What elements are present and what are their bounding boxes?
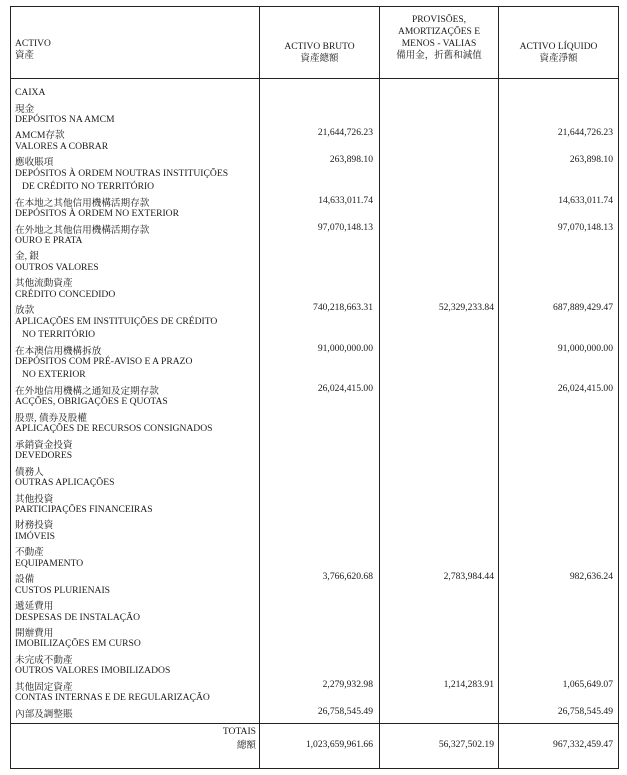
row-label: 股票, 債券及股權 (15, 412, 87, 424)
row-value-bruto: 91,000,000.00 (317, 342, 373, 354)
row-label: 內部及調整賬 (15, 708, 73, 720)
totals-bruto: 1,023,659,961.66 (305, 739, 373, 750)
row-value-liquido: 263,898.10 (569, 154, 613, 166)
row-label: 在本澳信用機構拆放 (15, 345, 102, 357)
header-provisoes-zh: 備用金，折舊和減值 (396, 51, 482, 61)
row-value-provisoes: 2,783,984.44 (443, 571, 494, 583)
row-label: 其他投資 (15, 493, 54, 505)
totals-liquido: 967,332,459.47 (553, 739, 613, 750)
table-border-bottom (10, 768, 619, 769)
row-label: AMCM存款 (15, 130, 65, 142)
row-label: DEPÓSITOS COM PRÉ-AVISO E A PRAZO (15, 356, 193, 367)
header-provisoes (381, 14, 497, 62)
row-value-bruto: 14,633,011.74 (318, 194, 373, 206)
row-label: 未完成不動產 (15, 654, 73, 666)
header-activo-zh: 資產 (15, 51, 35, 61)
row-label: IMÓVEIS (15, 530, 55, 542)
row-value-bruto: 3,766,620.68 (322, 571, 373, 583)
header-activo (15, 38, 255, 62)
row-label: APLICAÇÕES DE RECURSOS CONSIGNADOS (15, 423, 213, 435)
totals-label (216, 726, 256, 751)
row-value-bruto: 740,218,663.31 (313, 302, 373, 314)
table-border-top (10, 6, 619, 7)
row-value-liquido: 687,889,429.47 (553, 302, 613, 314)
row-label: DEPÓSITOS À ORDEM NOUTRAS INSTITUIÇÕES (15, 167, 229, 179)
row-label: EQUIPAMENTO (15, 557, 84, 569)
row-label: APLICAÇÕES EM INSTITUIÇÕES DE CRÉDITO (15, 315, 218, 327)
row-label: 債務人 (15, 466, 44, 478)
header-bruto-pt: ACTIVO BRUTO (284, 42, 355, 52)
row-label: 應收賬項 (15, 157, 54, 169)
header-liquido-pt: ACTIVO LÍQUIDO (519, 42, 598, 52)
header-bruto-zh: 資產總額 (300, 54, 339, 64)
row-label: 不動產 (15, 547, 44, 559)
row-label: OURO E PRATA (15, 234, 83, 246)
row-label: NO EXTERIOR (22, 369, 86, 381)
totals-label-pt: TOTAIS (222, 726, 256, 737)
row-label: CRÉDITO CONCEDIDO (15, 288, 116, 300)
row-label: DE CRÉDITO NO TERRITÓRIO (22, 181, 155, 193)
row-label: 開辦費用 (15, 628, 54, 639)
totals-provisoes: 56,327,502.19 (438, 739, 494, 750)
row-label: ACÇÕES, OBRIGAÇÕES E QUOTAS (15, 396, 168, 408)
row-value-liquido: 14,633,011.74 (558, 194, 613, 206)
table-border-right (618, 6, 619, 768)
row-value-liquido: 1,065,649.07 (562, 678, 613, 690)
header-provisoes-line1: PROVISÕES, (411, 15, 467, 25)
row-label: VALORES A COBRAR (15, 140, 109, 152)
row-label: 在外地之其他信用機構活期存款 (15, 224, 150, 236)
row-value-provisoes: 1,214,283.91 (443, 678, 494, 690)
row-value-provisoes: 52,329,233.84 (438, 302, 494, 314)
row-label: DEPÓSITOS NA AMCM (15, 113, 115, 125)
header-activo-liquido (500, 41, 617, 65)
header-provisoes-line3: MENOS - VALIAS (401, 39, 477, 49)
row-label: CONTAS INTERNAS E DE REGULARIZAÇÃO (15, 692, 210, 704)
row-label: 其他流動資產 (15, 278, 73, 290)
row-label: 金, 銀 (15, 251, 39, 263)
row-label: 其他固定資產 (15, 681, 73, 693)
row-label: 在本地之其他信用機構活期存款 (15, 197, 150, 209)
row-label: OUTROS VALORES IMOBILIZADOS (15, 665, 171, 677)
row-value-bruto: 263,898.10 (329, 154, 373, 166)
row-value-liquido: 21,644,726.23 (557, 127, 613, 139)
row-value-bruto: 97,070,148.13 (317, 221, 373, 233)
row-label: DEVEDORES (15, 450, 73, 462)
row-label: DESPESAS DE INSTALAÇÃO (15, 611, 141, 623)
row-label: DEPÓSITOS À ORDEM NO EXTERIOR (15, 208, 179, 220)
row-value-bruto: 2,279,932.98 (322, 678, 373, 690)
row-value-liquido: 91,000,000.00 (557, 342, 613, 354)
row-label: CUSTOS PLURIENAIS (15, 584, 110, 596)
row-value-bruto: 21,644,726.23 (317, 127, 373, 139)
header-divider (10, 78, 619, 79)
row-label: 在外地信用機構之通知及定期存款 (15, 385, 159, 397)
row-value-bruto: 26,758,545.49 (317, 705, 373, 717)
header-provisoes-line2: AMORTIZAÇÕES E (397, 27, 481, 37)
row-label: 財務投資 (15, 520, 54, 532)
row-label: 設備 (15, 574, 35, 586)
column-divider-3 (498, 6, 499, 768)
header-activo-bruto (262, 41, 377, 65)
header-liquido-zh: 資產淨額 (539, 54, 578, 64)
row-value-liquido: 982,636.24 (569, 571, 613, 583)
table-border-left (10, 6, 11, 768)
row-label: IMOBILIZAÇÕES EM CURSO (15, 638, 141, 650)
row-label: OUTROS VALORES (15, 261, 99, 273)
row-value-bruto: 26,024,415.00 (317, 382, 373, 394)
row-value-liquido: 97,070,148.13 (557, 221, 613, 233)
column-divider-1 (259, 6, 260, 768)
row-label: OUTRAS APLICAÇÕES (15, 477, 115, 488)
row-label: CAIXA (15, 87, 46, 98)
header-activo-pt: ACTIVO (15, 39, 51, 49)
row-label: NO TERRITÓRIO (22, 329, 96, 341)
row-value-liquido: 26,758,545.49 (557, 705, 613, 717)
row-label: 現金 (15, 103, 35, 115)
row-label: 承銷資金投資 (15, 439, 73, 451)
totals-label-zh: 總額 (236, 740, 256, 751)
row-label: PARTICIPAÇÕES FINANCEIRAS (15, 503, 153, 515)
totals-divider (10, 723, 619, 724)
column-divider-2 (379, 6, 380, 768)
row-value-liquido: 26,024,415.00 (557, 382, 613, 394)
row-label: 放款 (15, 305, 35, 317)
row-label: 遞延費用 (15, 601, 54, 613)
